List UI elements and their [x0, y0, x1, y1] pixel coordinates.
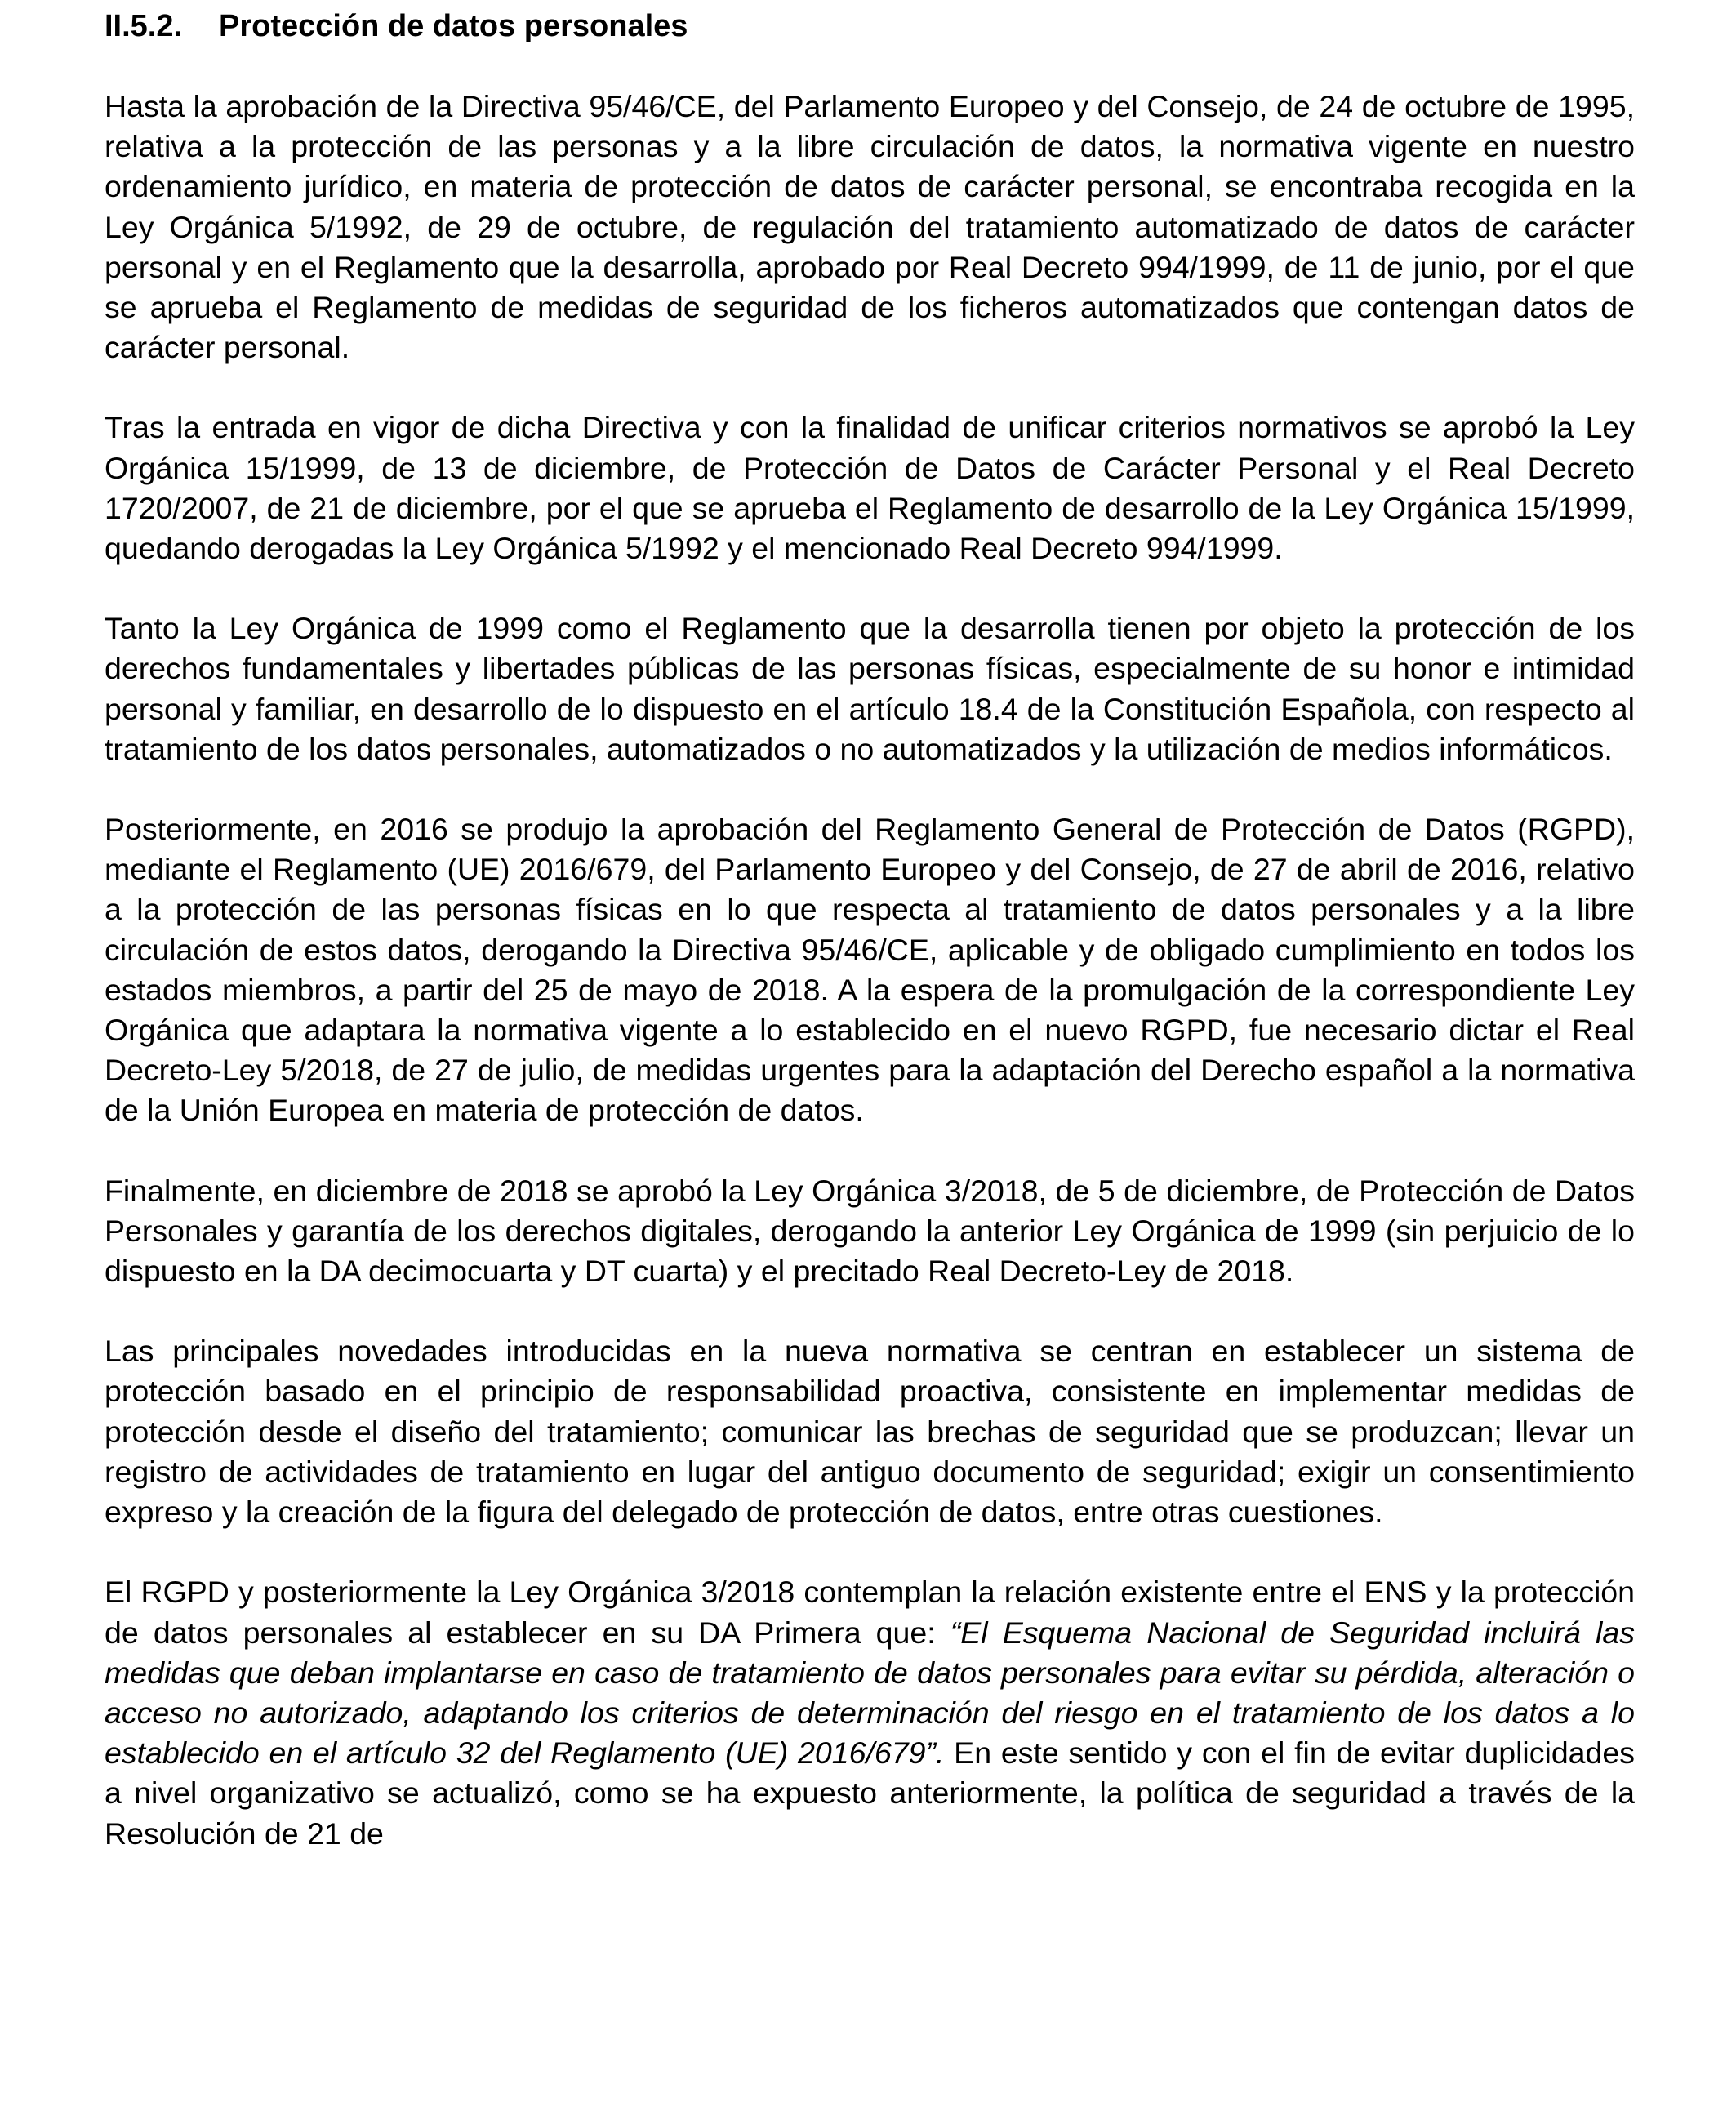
ens-rest-text: En este sentido y con el fin de evitar duplicidades a nivel organizativo se actualizó, como se ha expuesto anteriormente, la política de seguridad a través de la Resolución de 21 de [105, 1735, 1635, 1851]
section-heading [105, 7, 1635, 46]
paragraph-directiva: Hasta la aprobación de la Directiva 95/46/CE, del Parlamento Europeo y del Consejo, de 24 de octubre de 1995, relativa a la protección de las personas y a la libre circulación de datos, la normativa vigente en nuestro ordenamiento jurídico, en materia de protección de datos de carácter personal, se encontraba recogida en la Ley Orgánica 5/1992, de 29 de octubre, de regulación del tratamiento automatizado de datos de carácter personal y en el Reglamento que la desarrolla, aprobado por Real Decreto 994/1999, de 11 de junio, por el que se aprueba el Reglamento de medidas de seguridad de los ficheros automatizados que contengan datos de carácter personal. [105, 89, 1635, 365]
document-page [105, 0, 1635, 1854]
section-number: II.5.2. [105, 9, 183, 43]
da-primera-quote: “El Esquema Nacional de Seguridad incluirá las medidas que deban implantarse en caso de tratamiento de datos personales para evitar su pérdida, alteración o acceso no autorizado, adaptando los criterios de determinación del riesgo en el tratamiento de los datos a lo establecido en el artículo 32 del Reglamento (UE) 2016/679”. [105, 1615, 1635, 1771]
paragraph-ens-relacion [105, 1572, 1635, 1853]
paragraph-lopd-1999: Tras la entrada en vigor de dicha Directiva y con la finalidad de unificar criterios normativos se aprobó la Ley Orgánica 15/1999, de 13 de diciembre, de Protección de Datos de Carácter Personal y el Real Decreto 1720/2007, de 21 de diciembre, por el que se aprueba el Reglamento de desarrollo de la Ley Orgánica 15/1999, quedando derogadas la Ley Orgánica 5/1992 y el mencionado Real Decreto 994/1999. [105, 410, 1635, 566]
paragraph-objeto: Tanto la Ley Orgánica de 1999 como el Reglamento que la desarrolla tienen por objeto la protección de los derechos fundamentales y libertades públicas de las personas físicas, especialmente de su honor e intimidad personal y familiar, en desarrollo de lo dispuesto en el artículo 18.4 de la Constitución Española, con respecto al tratamiento de los datos personales, automatizados o no automatizados y la utilización de medios informáticos. [105, 611, 1635, 766]
paragraph-novedades: Las principales novedades introducidas en la nueva normativa se centran en establecer un sistema de protección basado en el principio de responsabilidad proactiva, consistente en implementar medidas de protección desde el diseño del tratamiento; comunicar las brechas de seguridad que se produzcan; llevar un registro de actividades de tratamiento en lugar del antiguo documento de seguridad; exigir un consentimiento expreso y la creación de la figura del delegado de protección de datos, entre otras cuestiones. [105, 1334, 1635, 1530]
paragraph-lopdgdd: Finalmente, en diciembre de 2018 se aprobó la Ley Orgánica 3/2018, de 5 de diciembre, de Protección de Datos Personales y garantía de los derechos digitales, derogando la anterior Ley Orgánica de 1999 (sin perjuicio de lo dispuesto en la DA decimocuarta y DT cuarta) y el precitado Real Decreto-Ley de 2018. [105, 1173, 1635, 1289]
ens-intro-text: El RGPD y posteriormente la Ley Orgánica 3/2018 contemplan la relación existente entre el ENS y la protección de datos personales al establecer en su DA Primera que: [105, 1575, 1635, 1650]
section-title: Protección de datos personales [219, 9, 688, 43]
paragraph-rgpd: Posteriormente, en 2016 se produjo la aprobación del Reglamento General de Protección de Datos (RGPD), mediante el Reglamento (UE) 2016/679, del Parlamento Europeo y del Consejo, de 27 de abril de 2016, relativo a la protección de las personas físicas en lo que respecta al tratamiento de datos personales y a la libre circulación de estos datos, derogando la Directiva 95/46/CE, aplicable y de obligado cumplimiento en todos los estados miembros, a partir del 25 de mayo de 2018. A la espera de la promulgación de la correspondiente Ley Orgánica que adaptara la normativa vigente a lo establecido en el nuevo RGPD, fue necesario dictar el Real Decreto-Ley 5/2018, de 27 de julio, de medidas urgentes para la adaptación del Derecho español a la normativa de la Unión Europea en materia de protección de datos. [105, 812, 1635, 1128]
